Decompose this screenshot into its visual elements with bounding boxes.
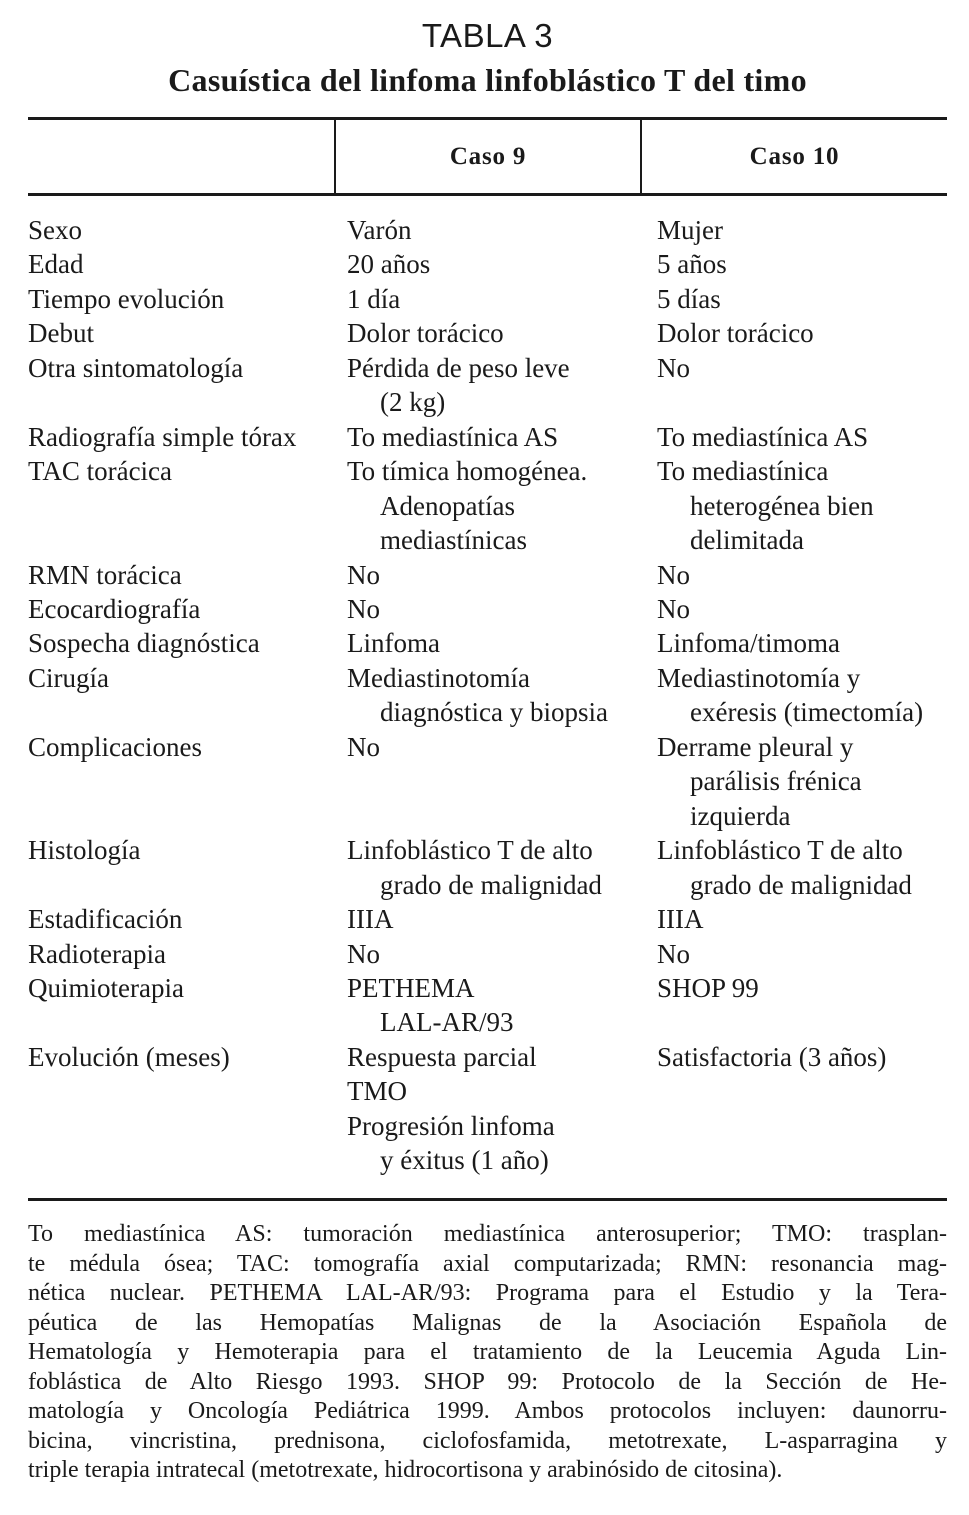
- caso-9-value: [347, 213, 657, 247]
- cell-line: No: [347, 593, 380, 624]
- row-label: Quimioterapia: [28, 972, 184, 1003]
- cell-line: parálisis frénica: [690, 766, 862, 797]
- header-caso-9: Caso 9: [336, 120, 642, 193]
- cell-line: IIIA: [347, 904, 394, 935]
- caso-9-value: [347, 730, 657, 833]
- table-row: [28, 316, 947, 350]
- cell-line: To mediastínica AS: [657, 421, 869, 452]
- cell-line: Mediastinotomía y: [657, 662, 861, 693]
- caso-10-value: [657, 971, 947, 1040]
- row-label: Otra sintomatología: [28, 352, 244, 383]
- caso-9-value: [347, 351, 657, 420]
- cell-line: heterogénea bien: [690, 490, 874, 521]
- footnote-line: foblástica de Alto Riesgo 1993. SHOP 99: Protocolo de la Sección de He-: [28, 1368, 947, 1395]
- caso-10-value: [657, 247, 947, 281]
- footnote-line: triple terapia intratecal (metotrexate, hidrocortisona y arabinósido de citosina).: [28, 1457, 783, 1483]
- cell-line: Linfoma/timoma: [657, 628, 840, 659]
- footnote-line: Hematología y Hemoterapia para el tratamiento de la Leucemia Aguda Lin-: [28, 1339, 947, 1365]
- row-label: RMN torácica: [28, 559, 182, 590]
- cell-line: Linfoblástico T de alto: [657, 835, 903, 866]
- cell-line: delimitada: [690, 525, 804, 556]
- row-label: Radioterapia: [28, 938, 166, 969]
- footnote-line: te médula ósea; TAC: tomografía axial computarizada; RMN: resonancia mag-: [28, 1250, 947, 1277]
- row-label: Ecocardiografía: [28, 593, 201, 624]
- caso-10-value: [657, 351, 947, 420]
- caso-9-value: [347, 420, 657, 454]
- cell-line: diagnóstica y biopsia: [380, 697, 608, 728]
- cell-line: mediastínicas: [380, 525, 527, 556]
- cell-line: No: [657, 938, 690, 969]
- cell-line: (2 kg): [380, 387, 446, 418]
- caso-10-value: [657, 661, 947, 730]
- cell-line: exéresis (timectomía): [690, 697, 924, 728]
- caso-10-value: [657, 558, 947, 592]
- cell-line: SHOP 99: [657, 972, 759, 1003]
- caso-10-value: [657, 1040, 947, 1178]
- cell-line: Linfoma: [347, 628, 440, 659]
- footnote-line: To mediastínica AS: tumoración mediastínica anterosuperior; TMO: trasplan-: [28, 1221, 947, 1247]
- caso-9-value: [347, 626, 657, 660]
- table-row: [28, 351, 947, 420]
- footnote-line: nética nuclear. PETHEMA LAL-AR/93: Programa para el Estudio y la Tera-: [28, 1280, 947, 1306]
- cell-line: No: [657, 559, 690, 590]
- caso-9-value: [347, 1040, 657, 1178]
- cell-line: grado de malignidad: [380, 869, 602, 900]
- cell-line: 5 días: [657, 283, 721, 314]
- row-label: Evolución (meses): [28, 1041, 230, 1072]
- cell-line: No: [657, 352, 690, 383]
- cell-line: LAL-AR/93: [380, 1007, 514, 1038]
- cell-line: 1 día: [347, 283, 401, 314]
- cell-line: Varón: [347, 215, 412, 245]
- caso-9-value: [347, 661, 657, 730]
- row-label: Complicaciones: [28, 731, 202, 762]
- table-row: [28, 247, 947, 281]
- cell-line: Progresión linfoma: [347, 1110, 555, 1141]
- cell-line: IIIA: [657, 904, 704, 935]
- caso-9-value: [347, 833, 657, 902]
- cell-line: To tímica homogénea.: [347, 456, 588, 487]
- caso-10-value: [657, 213, 947, 247]
- caso-9-value: [347, 902, 657, 936]
- table-row: [28, 626, 947, 660]
- table-row: [28, 558, 947, 592]
- table-row: [28, 833, 947, 902]
- row-label: Debut: [28, 318, 94, 349]
- table-row: [28, 902, 947, 936]
- table-row: [28, 282, 947, 316]
- cell-line: No: [657, 593, 690, 624]
- footnote-line: péutica de las Hemopatías Malignas de la Asociación Española de: [28, 1309, 947, 1336]
- cell-line: No: [347, 938, 380, 969]
- row-label: Histología: [28, 835, 141, 866]
- caso-9-value: [347, 971, 657, 1040]
- table-row: [28, 971, 947, 1040]
- caso-10-value: [657, 454, 947, 557]
- caso-10-value: [657, 902, 947, 936]
- footnote-line: bicina, vincristina, prednisona, ciclofosfamida, metotrexate, L-asparragina y: [28, 1427, 947, 1454]
- row-label: TAC torácica: [28, 456, 173, 487]
- cell-line: PETHEMA: [347, 972, 475, 1003]
- cell-line: Dolor torácico: [347, 318, 504, 349]
- header-caso-10: Caso 10: [749, 142, 840, 170]
- caso-10-value: [657, 316, 947, 350]
- row-label: Radiografía simple tórax: [28, 421, 297, 452]
- caso-9-value: [347, 247, 657, 281]
- table-header-row: [28, 117, 947, 196]
- cell-line: Mujer: [657, 215, 723, 245]
- cell-line: Mediastinotomía: [347, 662, 530, 693]
- table-body: [28, 213, 947, 1178]
- table-row: [28, 1040, 947, 1178]
- table-row: [28, 592, 947, 626]
- table-row: [28, 454, 947, 557]
- cell-line: To mediastínica: [657, 456, 829, 487]
- table-number: TABLA 3: [421, 17, 554, 54]
- caso-9-value: [347, 316, 657, 350]
- row-label: Tiempo evolución: [28, 283, 225, 314]
- cell-line: Derrame pleural y: [657, 731, 854, 762]
- cell-line: Respuesta parcial: [347, 1041, 537, 1072]
- cell-line: 5 años: [657, 249, 727, 280]
- table-row: [28, 730, 947, 833]
- table-page: [28, 14, 947, 1483]
- cell-line: TMO: [347, 1076, 407, 1107]
- cell-line: 20 años: [347, 249, 431, 280]
- header-empty: [28, 120, 336, 193]
- caso-9-value: [347, 558, 657, 592]
- cell-line: y éxitus (1 año): [380, 1145, 549, 1176]
- caso-9-value: [347, 282, 657, 316]
- caso-9-value: [347, 937, 657, 971]
- table-bottom-rule: [28, 1198, 947, 1201]
- table-row: [28, 661, 947, 730]
- table-title: Casuística del linfoma linfoblástico T del timo: [168, 62, 807, 98]
- caso-10-value: [657, 833, 947, 902]
- row-label: Sexo: [28, 215, 82, 245]
- caso-10-value: [657, 282, 947, 316]
- caso-10-value: [657, 420, 947, 454]
- table-row: [28, 213, 947, 247]
- caso-9-value: [347, 454, 657, 557]
- table-row: [28, 420, 947, 454]
- table-footnote: [28, 1220, 947, 1486]
- row-label: Cirugía: [28, 662, 109, 693]
- cell-line: Linfoblástico T de alto: [347, 835, 593, 866]
- cell-line: grado de malignidad: [690, 869, 912, 900]
- caso-10-value: [657, 626, 947, 660]
- cell-line: Dolor torácico: [657, 318, 814, 349]
- caso-10-value: [657, 730, 947, 833]
- cell-line: Adenopatías: [380, 490, 515, 521]
- row-label: Estadificación: [28, 904, 183, 935]
- table-row: [28, 937, 947, 971]
- row-label: Edad: [28, 249, 84, 280]
- footnote-line: matología y Oncología Pediátrica 1999. Ambos protocolos incluyen: daunorru-: [28, 1398, 947, 1424]
- cell-line: No: [347, 731, 380, 762]
- cell-line: Satisfactoria (3 años): [657, 1041, 887, 1072]
- caso-10-value: [657, 937, 947, 971]
- caso-10-value: [657, 592, 947, 626]
- row-label: Sospecha diagnóstica: [28, 628, 260, 659]
- cell-line: To mediastínica AS: [347, 421, 559, 452]
- cell-line: No: [347, 559, 380, 590]
- caso-9-value: [347, 592, 657, 626]
- cell-line: izquierda: [690, 800, 791, 831]
- cell-line: Pérdida de peso leve: [347, 352, 570, 383]
